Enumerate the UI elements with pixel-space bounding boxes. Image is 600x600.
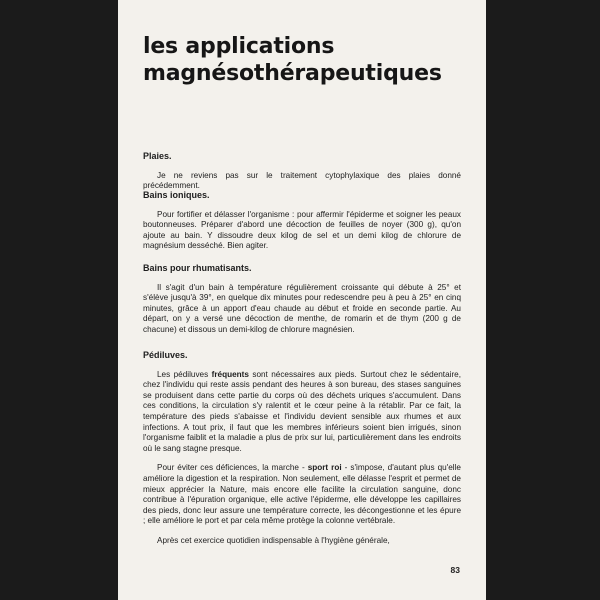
section-plaies <box>143 151 461 192</box>
book-page <box>118 0 486 600</box>
text-run: Les pédiluves <box>157 369 212 379</box>
title-line-2: magnésothérapeutiques <box>143 61 442 86</box>
paragraph: Il s'agit d'un bain à température régulièrement croissante qui débute à 25° et s'élève jusqu'à 39°, en quelque dix minutes pour redescendre peu à peu à 25° en cinq minutes, grâce à un apport d'eau chaude au début et froide en seconde partie. Au départ, on y a versé une décoction de menthe, de romarin et de thym (200 g de chacune) et dissous un demi-kilog de chlorure magnésien. <box>143 282 461 334</box>
section-pediluves <box>143 350 461 547</box>
page-title <box>143 33 473 87</box>
title-line-1: les applications <box>143 34 335 59</box>
section-heading: Bains pour rhumatisants. <box>143 263 252 273</box>
paragraph: Pour fortifier et délasser l'organisme : pour affermir l'épiderme et soigner les peaux boutonneuses. Préparer d'abord une décoction de feuilles de noyer (300 g), qu'on ajoute au bain. Y dissoudre deux kilog de sel et un demi kilog de chlorure de magnésium desséché. Bien agiter. <box>143 209 461 251</box>
bold-text: fréquents <box>211 369 249 379</box>
text-run: sont nécessaires aux pieds. Surtout chez le sédentaire, chez l'individu qui reste assis pendant des heures à son bureau, des stases sanguines se produisent dans cette partie du corps où des déchets uriques s'accumulent. Dans ces conditions, la circulation s'y ralentit et le cœur peine à la rétablir. Par ce fait, la température des pieds s'abaisse et l'individu devient sensible aux rhumes et aux infections. A tout prix, il faut que les membres inférieurs soient bien irrigués, sinon l'organisme faiblit et la maladie a plus de prix sur lui, particulièrement dans les endroits où le sang stagne presque. <box>143 369 461 453</box>
section-bains-rhumatisants <box>143 263 461 336</box>
section-heading: Plaies. <box>143 151 172 161</box>
text-run: - s'impose, d'autant plus qu'elle améliore la digestion et la respiration. Non seulement, elle délasse l'esprit et permet de mieux apprécier la Nature, mais encore elle facilite la circulation sanguine, donc contribue à l'épuration organique, elle active l'épiderme, elle développe les capillaires des pieds, donc leur assure une température correcte, les décongestionne et les épure ; elle améliore le port et par cela même protège la colonne vertébrale. <box>143 463 461 526</box>
text-run: Après cet exercice quotidien indispensable à l'hygiène générale, <box>157 535 390 545</box>
paragraph: Je ne reviens pas sur le traitement cytophylaxique des plaies donné précédemment. <box>143 170 461 191</box>
text-run: Pour éviter ces déficiences, la marche - <box>157 463 308 473</box>
section-bains-ioniques <box>143 190 461 252</box>
section-heading: Pédiluves. <box>143 350 188 360</box>
section-heading: Bains ioniques. <box>143 190 210 200</box>
paragraph <box>143 536 461 547</box>
paragraph <box>143 463 461 527</box>
bold-text: sport roi <box>307 463 342 473</box>
paragraph <box>143 370 461 455</box>
page-number: 83 <box>450 565 460 575</box>
